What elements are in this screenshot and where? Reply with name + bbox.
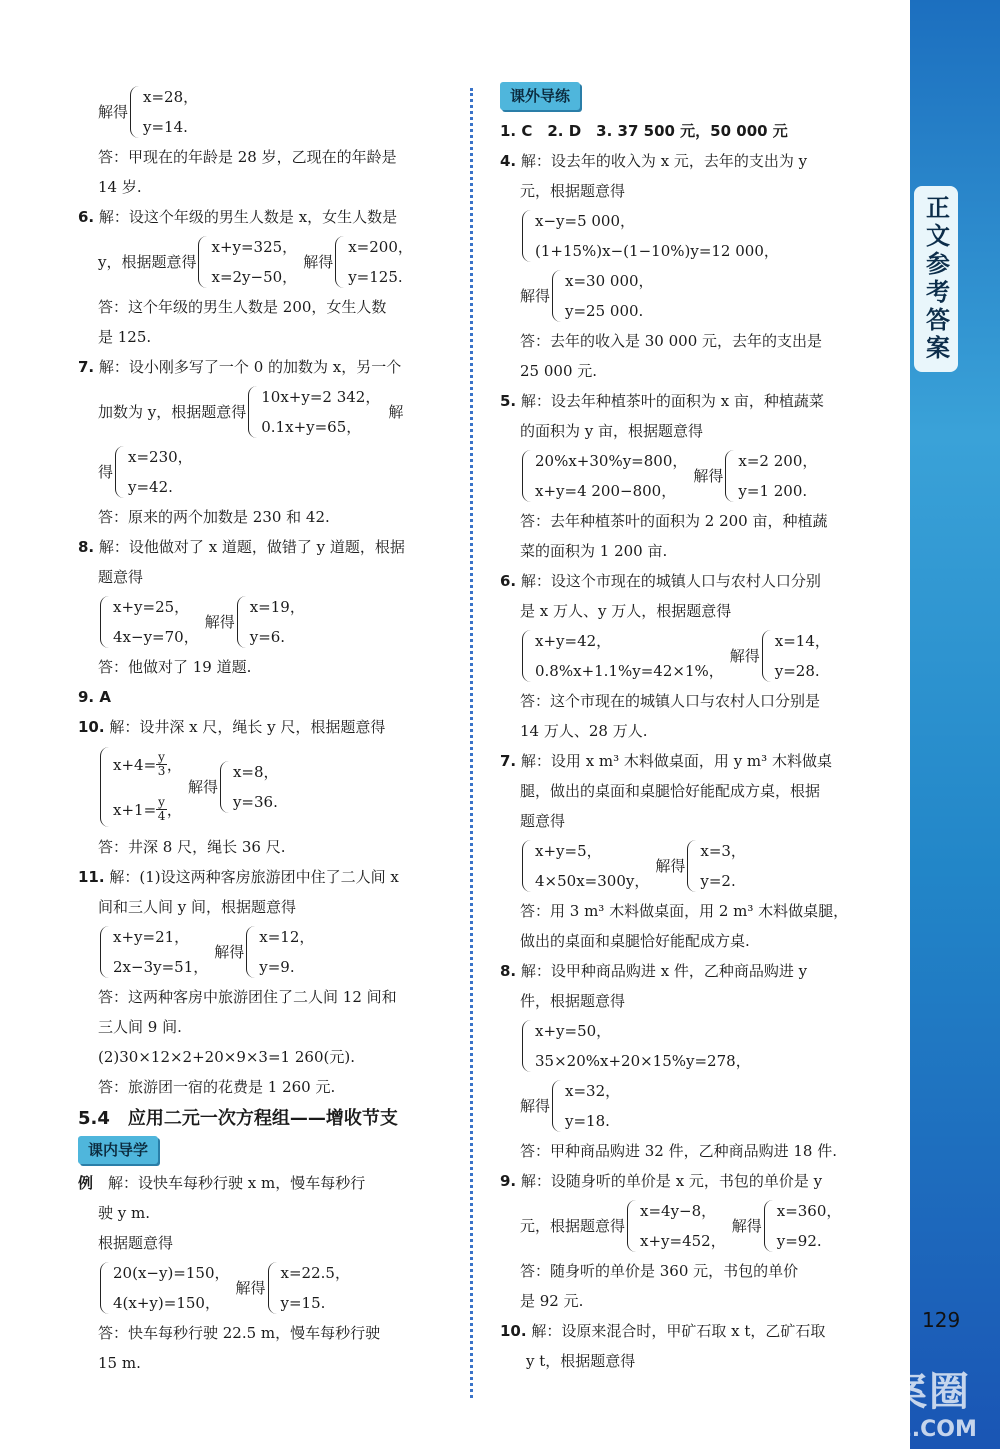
questions-1-3: 1. C 2. D 3. 37 500 元，50 000 元 [500,122,788,140]
text: 解得 [303,253,334,271]
text: 元，根据题意得 [520,182,626,200]
numerator: y [158,750,165,764]
equation: x+1= $\frac{y}{4}$ ， [113,795,182,823]
question-6 [500,566,874,596]
answer-line: 答：他做对了 19 道题. [98,658,252,676]
answer-line: 答：井深 8 尺，绳长 36 尺. [98,838,286,856]
equation-system [500,266,874,326]
equation-system [78,592,450,652]
equation: y=18. [565,1112,610,1130]
text: 件，根据题意得 [520,992,626,1010]
text: y，根据题意得 [98,253,197,271]
text: 解得 [520,1097,551,1115]
question-number: 11. [78,868,105,886]
text: 腿，做出的桌面和桌腿恰好能配成方桌，根据 [520,782,821,800]
equation-system [500,206,874,266]
question-11 [78,862,450,892]
equation: x=360， [776,1202,842,1220]
text: 是 x 万人、y 万人，根据题意得 [520,602,732,620]
equation: 0.1x+y=65， [261,418,362,436]
equation-system [500,1016,874,1076]
answer-line: 答：原来的两个加数是 230 和 42. [98,508,330,526]
text: 解：设随身听的单价是 x 元，书包的单价是 y [520,1172,823,1190]
equation-system [78,82,450,142]
equation: 35×20%x+20×15%y=278， [535,1052,751,1070]
equation-system [500,626,874,686]
answer-line: 答：用 3 m³ 木料做桌面，用 2 m³ 木料做桌腿， [520,902,849,920]
equation: y=42. [128,478,173,496]
answer-line: 14 万人、28 万人. [520,722,648,740]
equation: 20%x+30%y=800， [535,452,688,470]
equation: x+y=4 200−800， [535,482,677,500]
brace [522,1020,531,1072]
watermark-top: 答案圈 [845,1369,971,1415]
brace [100,1262,109,1314]
equation-system [78,442,450,502]
text: 解得 [520,287,551,305]
brace [762,630,771,682]
equation-system [78,742,450,832]
brace [246,926,255,978]
equation: y=92. [776,1232,822,1250]
text: 解得 [655,857,686,875]
equation: y=14. [143,118,188,136]
equation-system [78,922,450,982]
question-10 [78,712,450,742]
equation: x=19， [249,598,305,616]
text: 加数为 y，根据题意得 [98,403,247,421]
question-9: 9. A [78,688,111,706]
answer-line: 答：快车每秒行驶 22.5 m，慢车每秒行驶 [98,1324,381,1342]
text: 解：设原来混合时，甲矿石取 x t，乙矿石取 [531,1322,826,1340]
section-title: 5.4 应用二元一次方程组——增收节支 [78,1108,398,1129]
equation: x+y=452， [640,1232,726,1250]
brace [522,840,531,892]
equation: y=25 000. [565,302,644,320]
numerator: y [158,795,165,809]
equation: x+y=5， [535,842,602,860]
brace [725,450,734,502]
text: 解：设用 x m³ 木料做桌面，用 y m³ 木料做桌 [520,752,832,770]
brace [237,596,246,648]
equation: y=9. [259,958,295,976]
page-number: 129 [922,1308,961,1332]
equation: y=1 200. [738,482,808,500]
text: 的面积为 y 亩，根据题意得 [520,422,704,440]
answer-line: 答：去年种植茶叶的面积为 2 200 亩，种植蔬 [520,512,828,530]
brace [198,236,207,288]
fraction [156,796,167,823]
banner-in-class: 课内导学 [78,1136,158,1164]
text: 解：设这个市现在的城镇人口与农村人口分别 [520,572,821,590]
text: 解：设去年的收入为 x 元，去年的支出为 y [520,152,808,170]
text: (2)30×12×2+20×9×3=1 260(元). [98,1048,355,1066]
answer-line: 答：甲种商品购进 32 件，乙种商品购进 18 件. [520,1142,838,1160]
equation: x=200， [348,238,413,256]
question-number: 6. [78,208,95,226]
answer-line: 15 m. [98,1354,141,1372]
brace [687,840,696,892]
text: 解：设这个年级的男生人数是 x，女生人数是 [98,208,398,226]
question-8 [500,956,874,986]
equation: x+y=42， [535,632,612,650]
left-column [78,82,450,1378]
text: 解：(1)设这两种客房旅游团中住了二人间 x [109,868,399,886]
answer-line: 14 岁. [98,178,142,196]
question-number: 4. [500,152,517,170]
answer-line: 答：这两种客房中旅游团住了二人间 12 间和 [98,988,397,1006]
equation-system [78,382,450,442]
question-number: 8. [500,962,517,980]
equation: x+y=21， [113,928,190,946]
text: 驶 y m. [98,1204,151,1222]
watermark-bottom: MXQE.COM [839,1417,977,1442]
equation-system [500,446,874,506]
equation: y=36. [232,793,278,811]
equation: (1+15%)x−(1−10%)y=12 000， [535,242,779,260]
example-label: 例 [78,1174,94,1192]
text: 解得 [204,613,235,631]
equation: x=14， [774,632,830,650]
question-5 [500,386,874,416]
text: 解：设他做对了 x 道题，做错了 y 道题，根据 [98,538,405,556]
question-number: 6. [500,572,517,590]
equation: x+y=50， [535,1022,612,1040]
answer-line: 答：旅游团一宿的花费是 1 260 元. [98,1078,336,1096]
equation-system [78,1258,450,1318]
text: 解：设去年种植茶叶的面积为 x 亩，种植蔬菜 [520,392,824,410]
text: 解得 [731,1217,762,1235]
question-8 [78,532,450,562]
question-7 [500,746,874,776]
equation-system [500,836,874,896]
text: 解得 [235,1279,266,1297]
question-number: 5. [500,392,517,410]
answer-line: 答：甲现在的年龄是 28 岁，乙现在的年龄是 [98,148,397,166]
equation: x−y=5 000， [535,212,636,230]
text: 根据题意得 [98,1234,174,1252]
question-number: 10. [78,718,105,736]
text: 元，根据题意得 [520,1217,626,1235]
brace [552,1080,561,1132]
equation: x=2y−50， [211,268,298,286]
question-7 [78,352,450,382]
brace [100,926,109,978]
equation: 10x+y=2 342， [261,388,381,406]
text: y t，根据题意得 [526,1352,636,1370]
example [78,1168,450,1198]
equation: x+y=325， [211,238,298,256]
brace [552,270,561,322]
equation: x=32， [565,1082,621,1100]
side-tab [914,186,958,372]
side-tab-label: 正文参考答案 [921,195,950,363]
text: 解 [388,403,404,421]
equation: y=28. [774,662,820,680]
question-9 [500,1166,874,1196]
brace [115,446,124,498]
brace [522,630,531,682]
equation: 4(x+y)=150， [113,1294,220,1312]
denominator: 3 [157,764,166,778]
question-number: 10. [500,1322,527,1340]
text: 解得 [98,103,129,121]
brace [130,86,139,138]
equation: x=12， [259,928,315,946]
brace [335,236,344,288]
equation: x=3， [700,842,746,860]
answer-line: 25 000 元. [520,362,598,380]
equation-system [78,232,450,292]
equation: y=15. [280,1294,326,1312]
text: 解得 [729,647,760,665]
answer-line: 答：随身听的单价是 360 元，书包的单价 [520,1262,799,1280]
equation-system [500,1196,874,1256]
text: x+1= [113,800,157,819]
equation: 0.8%x+1.1%y=42×1%， [535,662,724,680]
equation: 20(x−y)=150， [113,1264,230,1282]
equation: x=2 200， [738,452,818,470]
equation: x+4= $\frac{y}{3}$ ， [113,750,182,778]
equation: y=2. [700,872,736,890]
equation: 2x−3y=51， [113,958,209,976]
answer-line: 答：这个市现在的城镇人口与农村人口分别是 [520,692,821,710]
brace [100,596,109,648]
equation: x=4y−8， [640,1202,717,1220]
question-4 [500,146,874,176]
equation: x=22.5， [280,1264,350,1282]
question-number: 9. [500,1172,517,1190]
equation: x+y=25， [113,598,190,616]
banner-out-class: 课外导练 [500,82,580,110]
equation: x=30 000， [565,272,654,290]
fraction [156,751,167,778]
column-divider [470,88,473,1398]
equation-system [500,1076,874,1136]
text: 解：设小刚多写了一个 0 的加数为 x，另一个 [98,358,402,376]
equation: 4x−y=70， [113,628,199,646]
answer-line: 答：这个年级的男生人数是 200，女生人数 [98,298,387,316]
denominator: 4 [157,809,166,823]
question-10 [500,1316,874,1346]
equation: x=28， [143,88,199,106]
watermark [820,1358,996,1444]
brace [522,450,531,502]
text: 解：设快车每秒行驶 x m，慢车每秒行 [108,1174,366,1192]
brace [100,747,109,827]
text: 间和三人间 y 间，根据题意得 [98,898,297,916]
question-number: 8. [78,538,95,556]
answer-line: 答：去年的收入是 30 000 元，去年的支出是 [520,332,823,350]
text: 解得 [187,778,218,796]
text: 解得 [214,943,245,961]
answer-line: 是 125. [98,328,152,346]
text: 解：设井深 x 尺，绳长 y 尺，根据题意得 [109,718,386,736]
equation: x=230， [128,448,193,466]
right-column [500,82,874,1376]
brace [220,761,229,813]
answer-line: 做出的桌面和桌腿恰好能配成方桌. [520,932,750,950]
brace [248,386,257,438]
brace [627,1200,636,1252]
equation: 4×50x=300y， [535,872,650,890]
equation: y=125. [348,268,403,286]
brace [268,1262,277,1314]
brace [522,210,531,262]
text: x+4= [113,755,157,774]
answer-line: 菜的面积为 1 200 亩. [520,542,668,560]
text: 解得 [693,467,724,485]
answer-line: 是 92 元. [520,1292,584,1310]
text: 解：设甲种商品购进 x 件，乙种商品购进 y [520,962,808,980]
answer-line: 三人间 9 间. [98,1018,182,1036]
text: 题意得 [98,568,144,586]
question-number: 7. [500,752,517,770]
text: 得 [98,463,114,481]
equation: x=8， [232,763,279,781]
brace [764,1200,773,1252]
question-6 [78,202,450,232]
question-number: 7. [78,358,95,376]
text: 题意得 [520,812,566,830]
equation: y=6. [249,628,286,646]
